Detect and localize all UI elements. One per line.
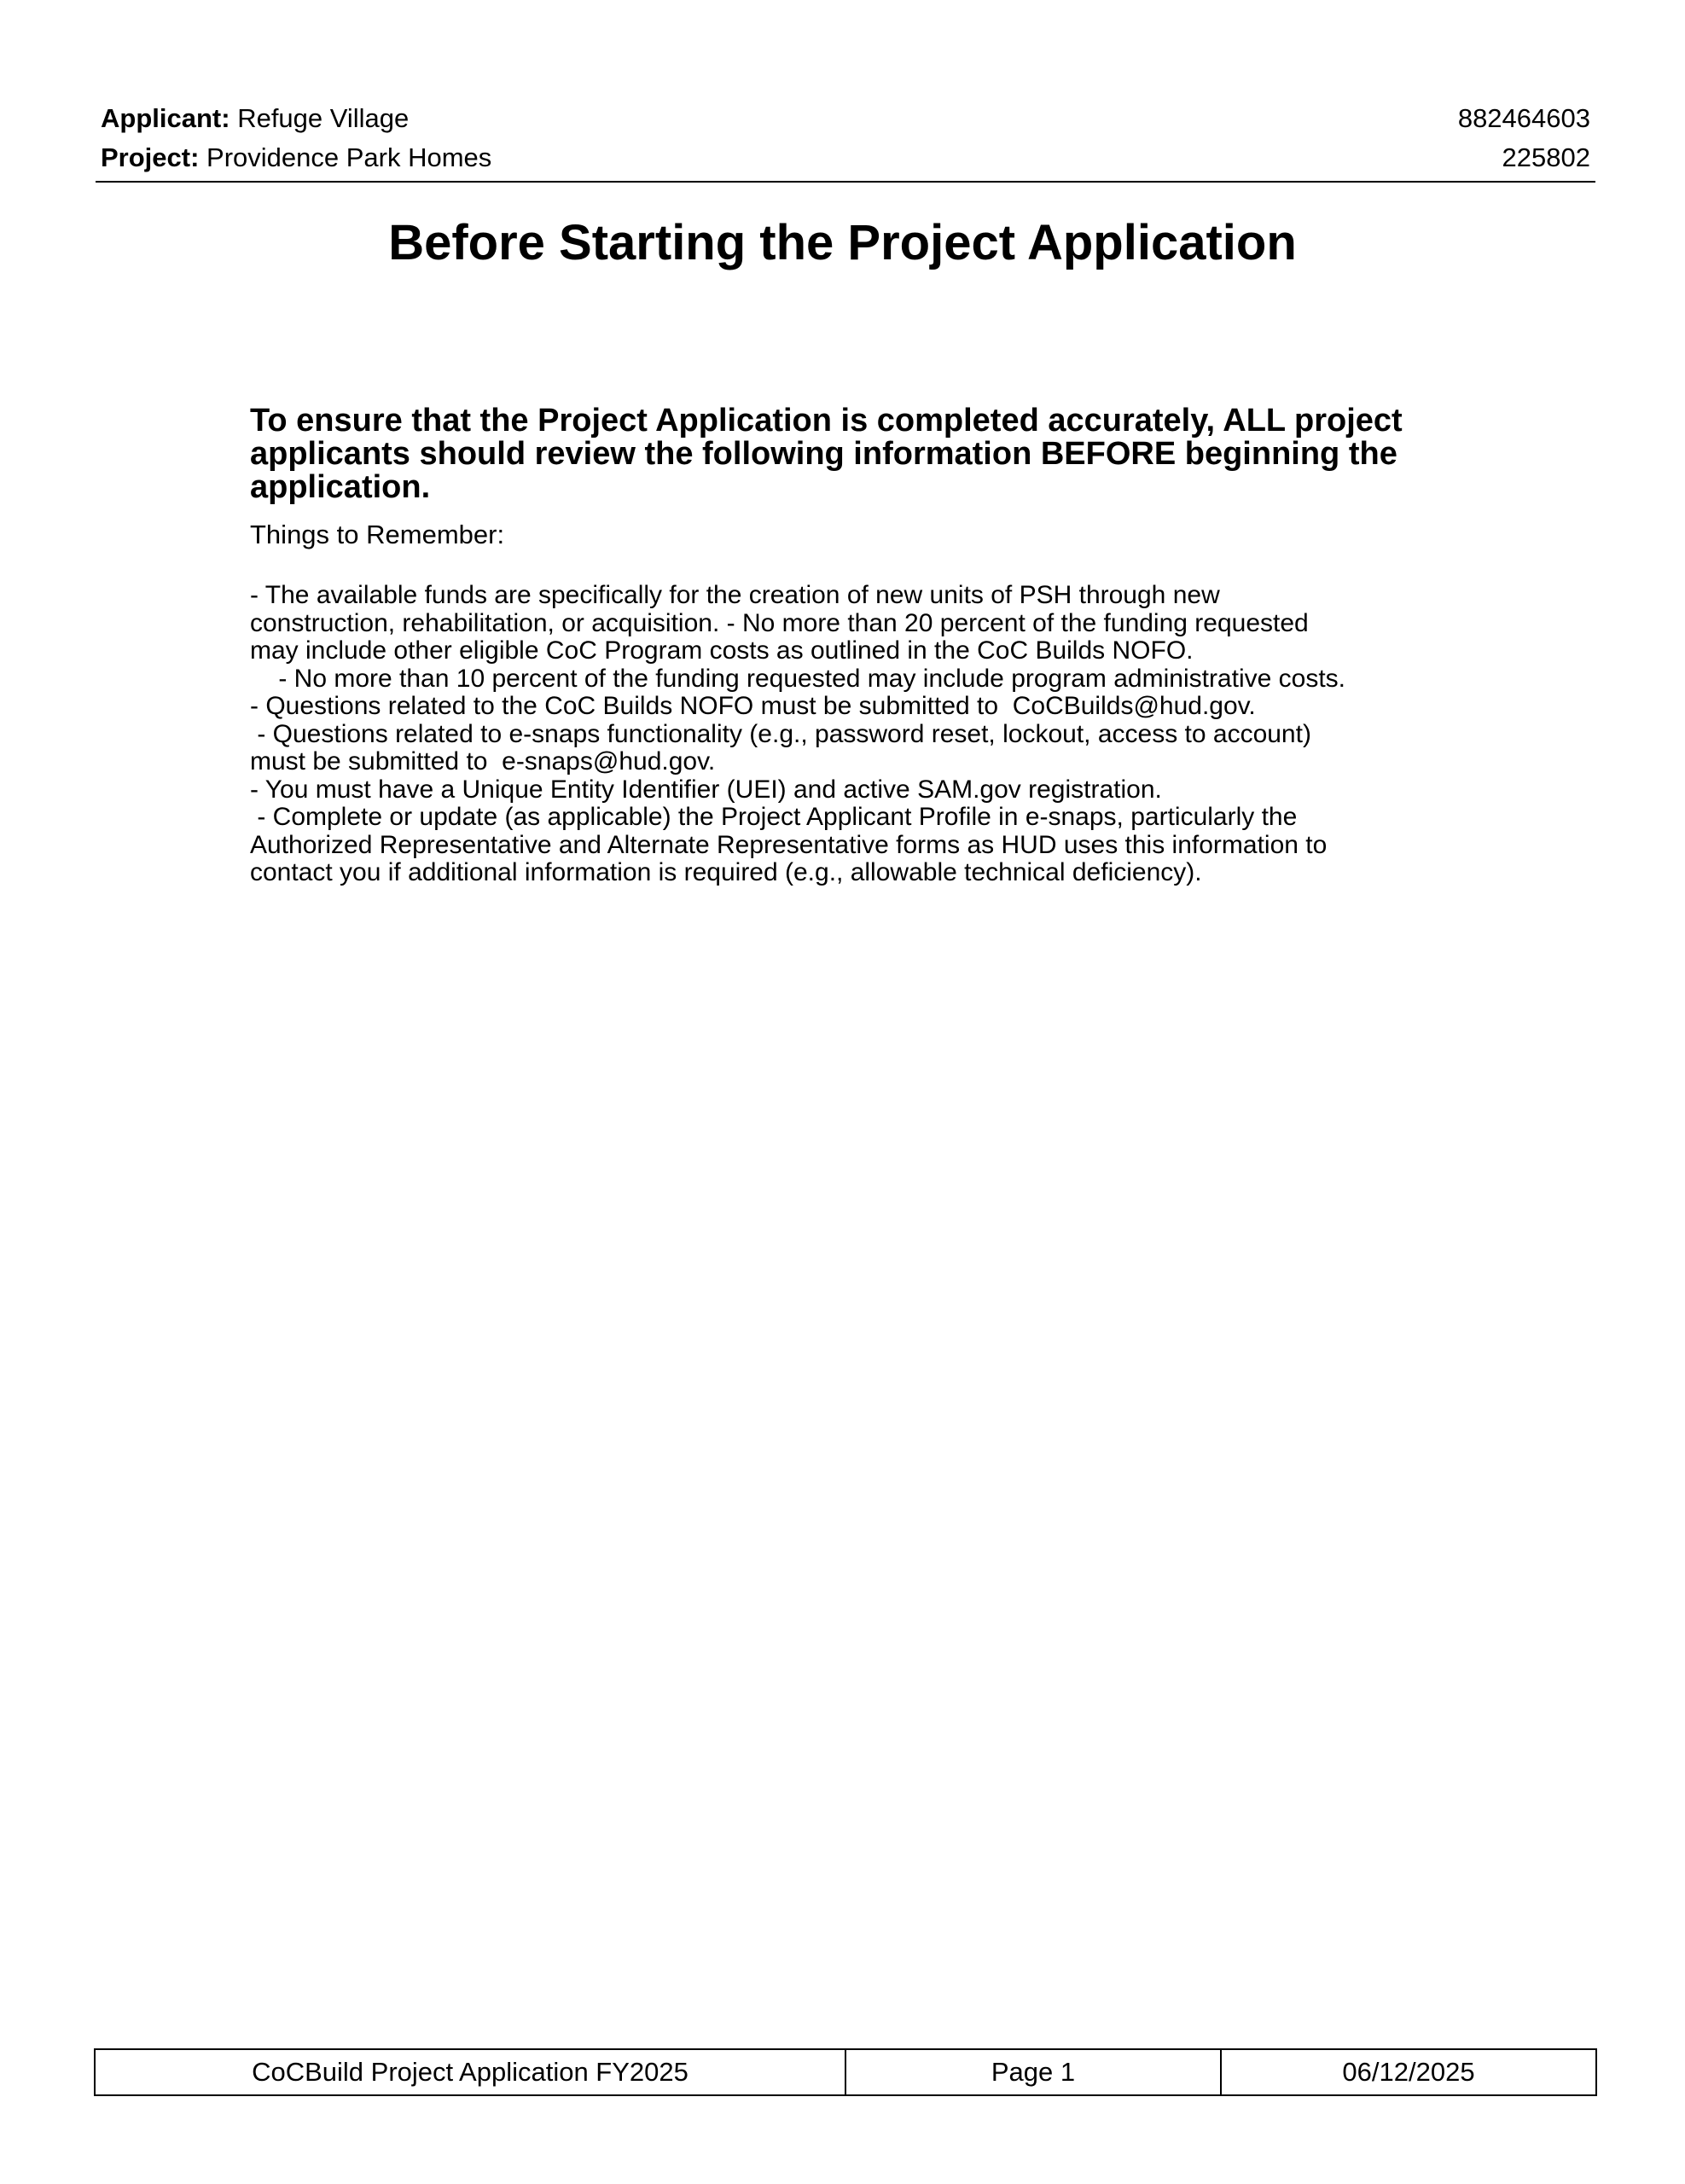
instruction-line: - You must have a Unique Entity Identifier (UEI) and active SAM.gov registration. — [250, 775, 1162, 804]
instruction-line: - Questions related to e-snaps functionality (e.g., password reset, lockout, access to account) — [250, 719, 1311, 748]
main-content — [250, 404, 1479, 887]
instruction-line: construction, rehabilitation, or acquisition. - No more than 20 percent of the funding requested — [250, 608, 1309, 637]
footer-page-number: Page 1 — [845, 2049, 1221, 2095]
instruction-line: - No more than 10 percent of the funding requested may include program administrative costs. — [250, 664, 1345, 693]
applicant-field — [101, 99, 409, 138]
project-field — [101, 138, 491, 177]
instruction-line: must be submitted to e-snaps@hud.gov. — [250, 747, 716, 775]
instruction-line: Authorized Representative and Alternate Representative forms as HUD uses this information to — [250, 830, 1328, 859]
applicant-id: 882464603 — [1457, 103, 1590, 133]
project-name: Providence Park Homes — [206, 142, 492, 172]
instructions-text — [250, 582, 1479, 887]
instruction-line: may include other eligible CoC Program costs as outlined in the CoC Builds NOFO. — [250, 636, 1194, 665]
intro-heading: To ensure that the Project Application is completed accurately, ALL project applicants should review the following information BEFORE beginning the application. — [250, 403, 1403, 505]
applicant-row — [96, 99, 1595, 138]
instruction-line: - Questions related to the CoC Builds NOFO must be submitted to CoCBuilds@hud.gov. — [250, 692, 1256, 720]
project-label: Project: — [101, 142, 200, 172]
applicant-label: Applicant: — [101, 103, 230, 133]
page-footer — [94, 2048, 1597, 2096]
page-header — [96, 99, 1595, 183]
footer-date: 06/12/2025 — [1221, 2049, 1596, 2095]
project-id: 225802 — [1502, 142, 1590, 172]
project-row — [96, 138, 1595, 177]
page-title: Before Starting the Project Application — [388, 215, 1297, 270]
instruction-line: - The available funds are specifically for the creation of new units of PSH through new — [250, 581, 1220, 609]
instruction-line: contact you if additional information is required (e.g., allowable technical deficiency). — [250, 858, 1202, 886]
applicant-name: Refuge Village — [237, 103, 410, 133]
footer-form-name: CoCBuild Project Application FY2025 — [95, 2049, 845, 2095]
things-to-remember-label: Things to Remember: — [250, 520, 505, 549]
instruction-line: - Complete or update (as applicable) the Project Applicant Profile in e-snaps, particularly the — [250, 803, 1298, 831]
